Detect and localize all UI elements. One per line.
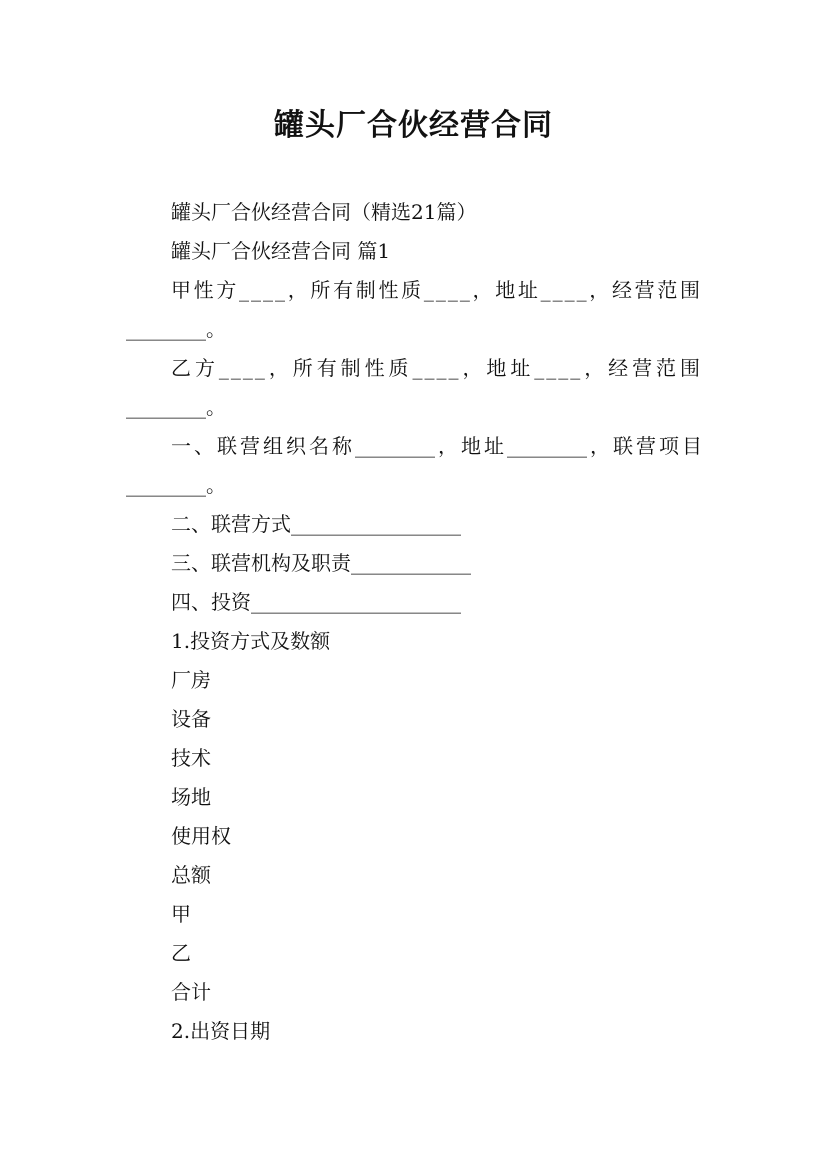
line-item-total: 总额	[171, 863, 211, 887]
line-section-heading: 罐头厂合伙经营合同 篇1	[171, 239, 391, 263]
line-investment-method: 1.投资方式及数额	[171, 629, 331, 653]
document-title: 罐头厂合伙经营合同	[274, 108, 553, 143]
line-clause-4: 四、投资_____________________	[171, 590, 461, 614]
line-party-a-cont: ________。	[126, 317, 226, 341]
line-clause-1: 一、联营组织名称________，地址________，联营项目	[171, 434, 702, 458]
line-item-party-a: 甲	[171, 902, 191, 926]
line-contribution-date: 2.出资日期	[171, 1019, 271, 1043]
line-party-b-cont: ________。	[126, 395, 226, 419]
line-item-technology: 技术	[171, 746, 211, 770]
line-subtitle: 罐头厂合伙经营合同（精选21篇）	[171, 200, 477, 224]
line-clause-3: 三、联营机构及职责____________	[171, 551, 471, 575]
line-item-equipment: 设备	[171, 707, 211, 731]
line-party-a: 甲性方____，所有制性质____，地址____，经营范围	[171, 278, 702, 302]
line-party-b: 乙方____，所有制性质____，地址____，经营范围	[171, 356, 702, 380]
line-item-sum: 合计	[171, 980, 211, 1004]
line-item-party-b: 乙	[171, 941, 191, 965]
document-body	[126, 193, 702, 1051]
line-item-usage-right: 使用权	[171, 824, 231, 848]
line-clause-2: 二、联营方式_________________	[171, 512, 461, 536]
line-clause-1-cont: ________。	[126, 473, 226, 497]
line-item-plant: 厂房	[171, 668, 211, 692]
line-item-site: 场地	[171, 785, 211, 809]
